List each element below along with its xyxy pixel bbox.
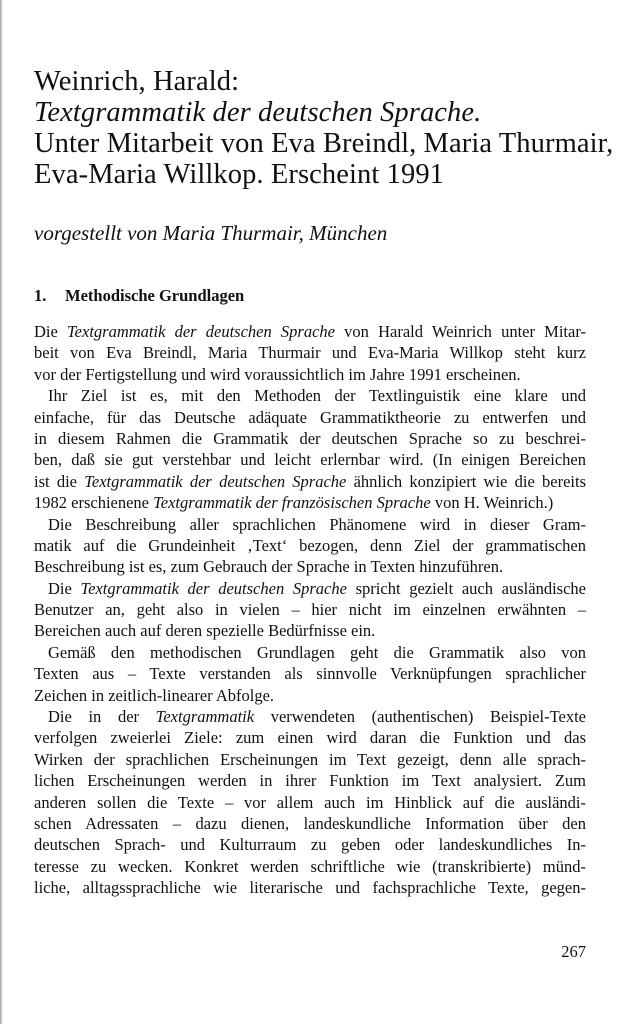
text-line (34, 514, 586, 535)
text-line (34, 599, 586, 620)
text-line (34, 364, 586, 385)
text-segment: Texten aus – Texte verstanden als sinnvolle Verknüpfungen sprachlicher (34, 664, 586, 684)
text-segment: schen Adressaten – dazu dienen, landeskundliche Information über den (34, 813, 586, 833)
text-segment: beit von Eva Breindl, Maria Thurmair und Eva-Maria Willkop steht kurz (34, 343, 586, 363)
text-line (34, 535, 586, 556)
book-header (34, 66, 614, 190)
text-segment: anderen sollen die Texte – vor allem auch im Hinblick auf die ausländi- (34, 792, 586, 812)
text-segment: vor der Fertigstellung und wird voraussichtlich im Jahre 1991 erscheinen. (34, 364, 521, 384)
text-segment: Die (48, 578, 81, 598)
collaborators-line-2: Eva-Maria Willkop. Erscheint 1991 (34, 159, 445, 190)
text-line (34, 749, 586, 770)
section-title: Methodische Grundlagen (65, 286, 245, 305)
text-line (34, 642, 586, 663)
author-line: Weinrich, Harald: (34, 66, 240, 97)
text-segment: ben, daß sie gut verstehbar und leicht erlernbar wird. (In einigen Bereichen (34, 450, 586, 470)
document-page (34, 66, 614, 899)
text-segment: Benutzer an, geht also in vielen – hier nicht im einzelnen erwähnten – (34, 600, 586, 620)
text-segment: in diesem Rahmen die Grammatik der deutschen Sprache so zu beschrei- (34, 428, 586, 448)
text-segment: deutschen Sprach- und Kulturraum zu geben oder landeskundliches In- (34, 835, 586, 855)
section-number: 1. (34, 286, 47, 305)
italic-title-segment: Textgrammatik der deutschen Sprache (84, 471, 347, 491)
text-segment: ähnlich konzipiert wie die bereits (346, 471, 586, 491)
text-line (34, 578, 586, 599)
text-segment: liche, alltagssprachliche wie literarische und fachsprachliche Texte, gegen- (34, 878, 586, 898)
collaborators-line-1: Unter Mitarbeit von Eva Breindl, Maria Thurmair, (34, 128, 614, 159)
text-line (34, 706, 586, 727)
text-line (34, 813, 586, 834)
book-title: Textgrammatik der deutschen Sprache. (34, 97, 482, 128)
text-segment: Zeichen in zeitlich-linearer Abfolge. (34, 685, 275, 705)
text-line (34, 856, 586, 877)
text-segment: Beschreibung ist es, zum Gebrauch der Sprache in Texten hinzuführen. (34, 557, 504, 577)
text-segment: von Harald Weinrich unter Mitar- (334, 322, 586, 341)
text-line (34, 792, 586, 813)
text-segment: Bereichen auch auf deren spezielle Bedürfnisse ein. (34, 621, 376, 641)
text-segment: spricht gezielt auch ausländische (346, 578, 586, 598)
text-line (34, 834, 586, 855)
text-segment: ist die (34, 471, 85, 491)
italic-title-segment: Textgrammatik (155, 707, 255, 727)
text-segment: Die in der (48, 707, 156, 727)
text-line (34, 727, 586, 748)
text-line (34, 663, 586, 684)
text-segment: Die Beschreibung aller sprachlichen Phänomene wird in dieser Gram- (48, 514, 586, 534)
italic-title-segment: Textgrammatik der französischen Sprache (153, 493, 431, 513)
text-segment: Die (34, 322, 68, 341)
text-line (34, 321, 586, 342)
scan-edge (0, 0, 3, 1024)
text-segment: Wirken der sprachlichen Erscheinungen im Text gezeigt, denn alle sprach- (34, 749, 586, 769)
text-line (34, 685, 586, 706)
text-segment: verfolgen zweierlei Ziele: zum einen wird daran die Funktion und das (34, 728, 586, 748)
text-line (34, 620, 586, 641)
text-segment: verwendeten (authentischen) Beispiel-Texte (254, 707, 586, 727)
text-line (34, 428, 586, 449)
text-line (34, 556, 586, 577)
text-line (34, 471, 586, 492)
text-line (34, 770, 586, 791)
text-line (34, 877, 586, 898)
text-line (34, 407, 586, 428)
presenter-line: vorgestellt von Maria Thurmair, München (34, 221, 388, 245)
text-line (34, 385, 586, 406)
text-segment: einfache, für das Deutsche adäquate Grammatiktheorie zu entwerfen und (34, 407, 586, 427)
text-segment: matik auf die Grundeinheit ‚Text‘ bezogen, denn Ziel der grammatischen (34, 535, 586, 555)
text-segment: lichen Erscheinungen werden in ihrer Funktion im Text analysiert. Zum (34, 771, 586, 791)
text-line (34, 342, 586, 363)
text-line (34, 449, 586, 470)
body-text (34, 321, 586, 899)
section-heading (34, 286, 586, 306)
text-segment: Ihr Ziel ist es, mit den Methoden der Textlinguistik eine klare und (48, 386, 586, 406)
text-segment: von H. Weinrich.) (430, 493, 554, 513)
italic-title-segment: Textgrammatik der deutschen Sprache (67, 322, 335, 341)
page-number: 267 (561, 942, 586, 961)
text-segment: Gemäß den methodischen Grundlagen geht die Grammatik also von (48, 642, 586, 662)
text-segment: teresse zu wecken. Konkret werden schriftliche wie (transkribierte) münd- (34, 856, 586, 876)
italic-title-segment: Textgrammatik der deutschen Sprache (80, 578, 347, 598)
text-line (34, 492, 586, 513)
text-segment: 1982 erschienene (34, 493, 154, 513)
